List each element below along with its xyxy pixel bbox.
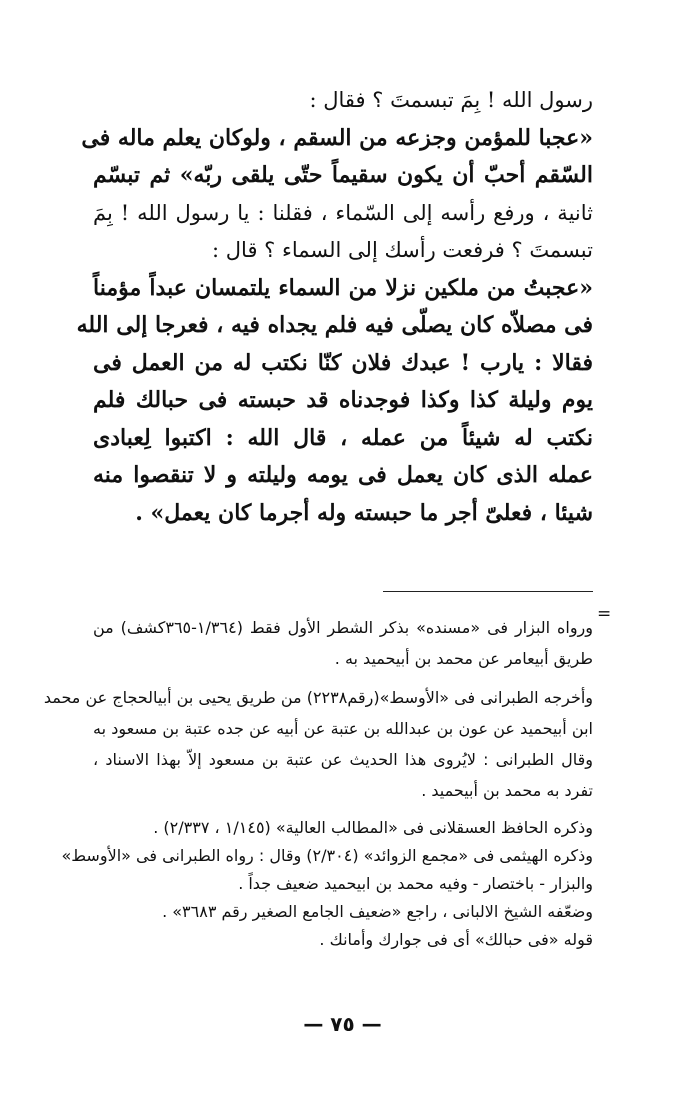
main-line: عمله الذى كان يعمل فى يومه وليلته و لا تنقصوا منه: [93, 462, 593, 488]
footnote-line: وذكره الحافظ العسقلانى فى «المطالب العالية» (١/١٤٥ ، ٢/٣٣٧) .: [153, 818, 593, 837]
main-line: نكتب له شيئاً من عمله ، قال الله : اكتبوا لِعبادى: [93, 424, 593, 451]
footnote-line: قوله «فى حبالك» أى فى جوارك وأمانك .: [319, 930, 593, 949]
footnote-line: وضعّفه الشيخ الالبانى ، راجع «ضعيف الجامع الصغير رقم ٣٦٨٣» .: [162, 902, 593, 921]
main-line: فقالا : يارب ! عبدك فلان كنّا نكتب له من العمل فى: [93, 349, 593, 376]
footnotes: [43, 612, 594, 954]
footnote-line: والبزار - باختصار - وفيه محمد بن ابيحميد ضعيف جداً .: [238, 874, 593, 893]
footnote-line: وأخرجه الطبرانى فى «الأوسط»(رقم٢٢٣٨) من طريق يحيى بن أبيالحجاج عن محمد: [43, 688, 593, 707]
footnote-line: وذكره الهيثمى فى «مجمع الزوائد» (٢/٣٠٤) وقال : رواه الطبرانى فى «الأوسط»: [61, 846, 593, 865]
footnote-line: ابن أبيحميد عن عون بن عبدالله بن عتبة عن أبيه عن جده عتبة بن مسعود به: [93, 719, 593, 738]
footnote-line: تفرد به محمد بن أبيحميد .: [421, 781, 593, 800]
main-line: يوم وليلة كذا وكذا فوجدناه قد حبسته فى حبالك فلم: [93, 387, 593, 413]
main-line: «عجبتُ من ملكين نزلا من السماء يلتمسان عبداً مؤمناً: [93, 274, 593, 301]
main-line: «عجبا للمؤمن وجزعه من السقم ، ولوكان يعلم ماله فى: [81, 124, 593, 151]
footnote-continued-mark: =: [597, 604, 612, 624]
main-line: رسول الله ! بِمَ تبسمتَ ؟ فقال :: [309, 88, 593, 112]
footnote-line: وقال الطبرانى : لايُروى هذا الحديث عن عتبة بن مسعود إلاّ بهذا الاسناد ،: [93, 750, 593, 769]
footnote-line: ورواه البزار فى «مسنده» بذكر الشطر الأول فقط (١/٣٦٤-٣٦٥كشف) من: [93, 618, 594, 637]
main-text: [76, 82, 593, 532]
main-line: السّقم أحبّ أن يكون سقيماً حتّى يلقى ربّه» ثم تبسّم: [93, 162, 593, 188]
main-line: تبسمتَ ؟ فرفعت رأسك إلى السماء ؟ قال :: [212, 238, 593, 262]
main-line: ثانية ، ورفع رأسه إلى السّماء ، فقلنا : يا رسول الله ! بِمَ: [93, 200, 593, 225]
page-number: — ٧٥ —: [303, 1012, 382, 1036]
footnote-divider: [383, 591, 593, 592]
footnote-line: طريق أبيعامر عن محمد بن أبيحميد به .: [334, 649, 593, 668]
main-line: فى مصلاّه كان يصلّى فيه فلم يجداه فيه ، فعرجا إلى الله: [76, 312, 593, 338]
main-line: شيئا ، فعلىّ أجر ما حبسته وله أجرما كان يعمل» .: [135, 499, 593, 526]
